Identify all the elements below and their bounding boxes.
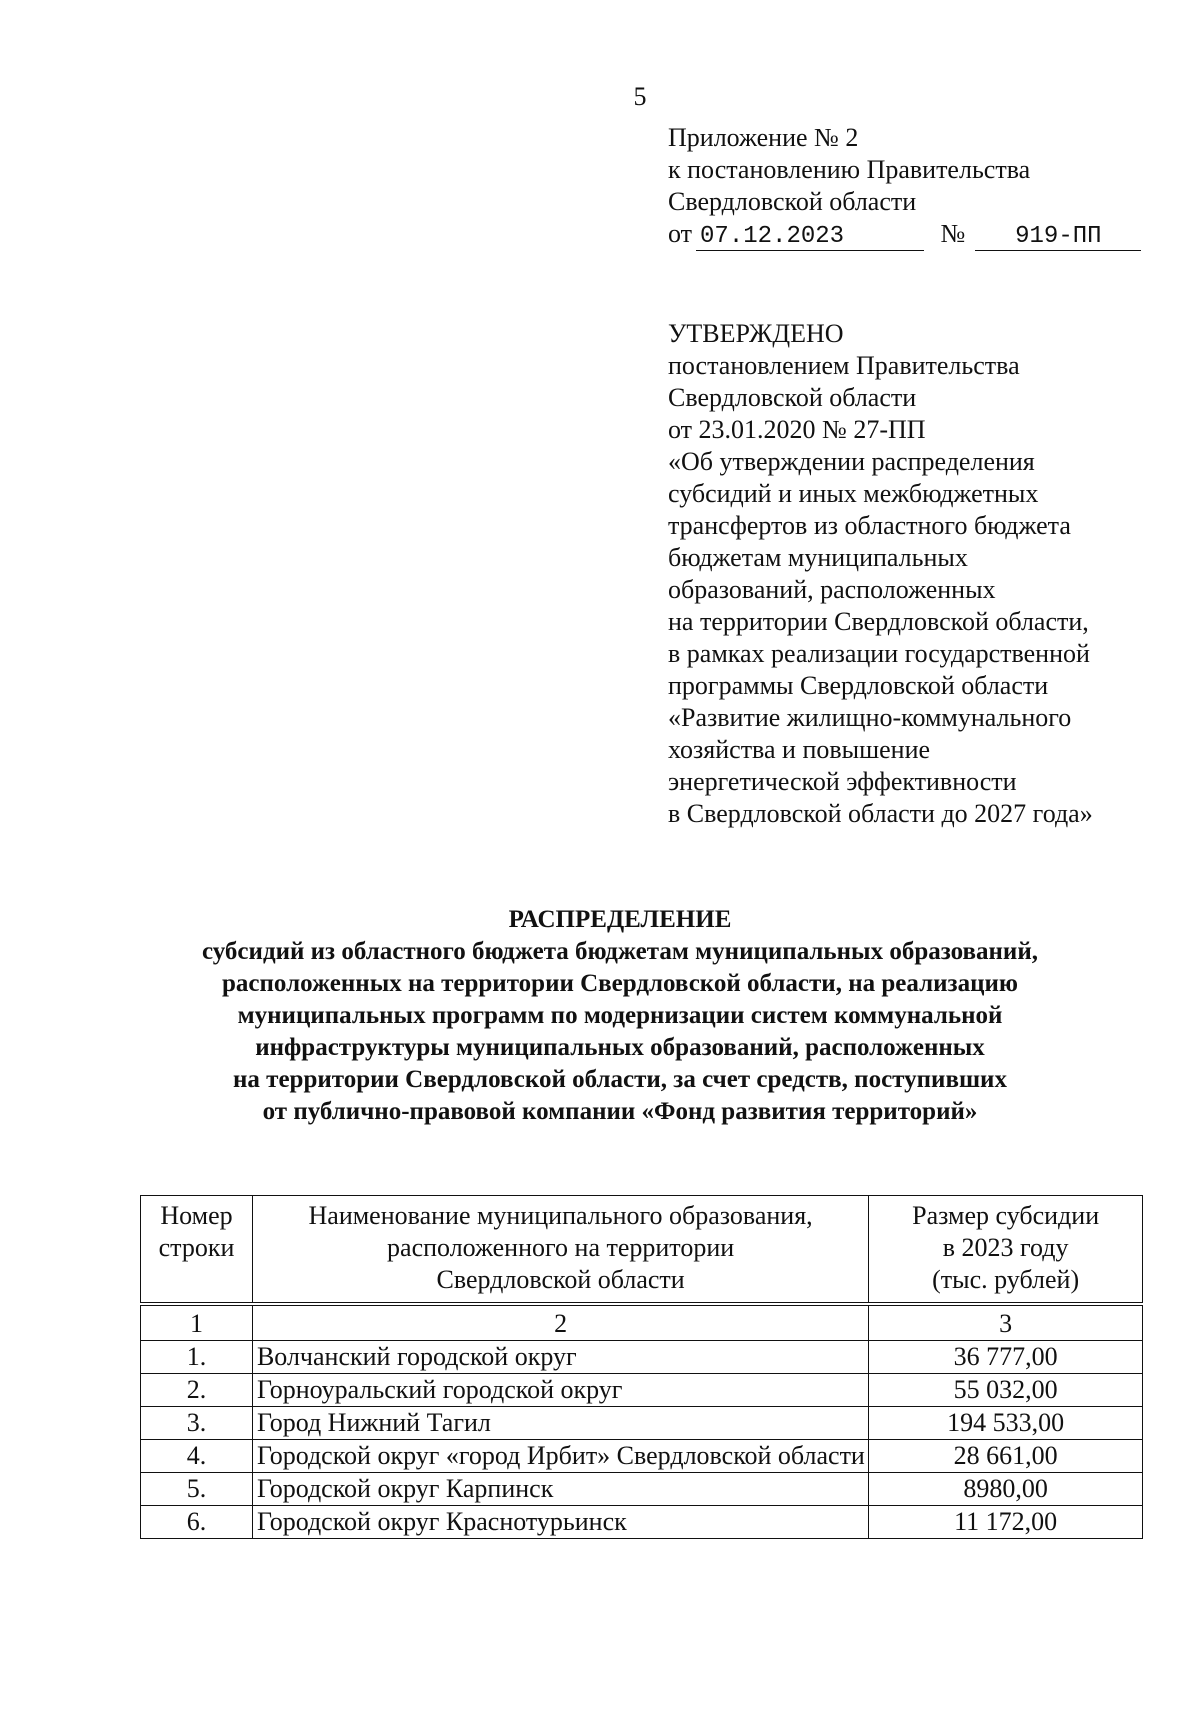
header-text: Номер bbox=[160, 1201, 233, 1230]
row-number: 2. bbox=[141, 1374, 253, 1407]
approved-line: в Свердловской области до 2027 года» bbox=[668, 799, 1093, 828]
approved-line: от 23.01.2020 № 27-ПП bbox=[668, 415, 926, 444]
title-heading: РАСПРЕДЕЛЕНИЕ bbox=[508, 906, 732, 933]
row-number: 1. bbox=[141, 1341, 253, 1374]
header-text: Размер субсидии bbox=[912, 1201, 1100, 1230]
header-text: Свердловской области bbox=[436, 1265, 685, 1294]
header-text: в 2023 году bbox=[942, 1233, 1069, 1262]
subsidy-amount: 194 533,00 bbox=[869, 1407, 1143, 1440]
title-line: расположенных на территории Свердловской области, на реализацию bbox=[222, 970, 1018, 997]
table-row bbox=[141, 1473, 1143, 1506]
distribution-title bbox=[100, 904, 1140, 1128]
approved-line: на территории Свердловской области, bbox=[668, 607, 1089, 636]
subsidy-table bbox=[140, 1195, 1143, 1539]
approved-line: в рамках реализации государственной bbox=[668, 639, 1090, 668]
title-line: инфраструктуры муниципальных образований, расположенных bbox=[255, 1034, 985, 1061]
header-municipality bbox=[252, 1196, 868, 1305]
approved-line: «Об утверждении распределения bbox=[668, 447, 1035, 476]
header-text: Наименование муниципального образования, bbox=[308, 1201, 813, 1230]
appendix-line-3: Свердловской области bbox=[668, 187, 917, 216]
page-number: 5 bbox=[633, 82, 647, 111]
number-label: № bbox=[940, 219, 966, 248]
approved-line: программы Свердловской области bbox=[668, 671, 1049, 700]
approved-heading: УТВЕРЖДЕНО bbox=[668, 319, 844, 348]
approved-line: энергетической эффективности bbox=[668, 767, 1017, 796]
approved-line: образований, расположенных bbox=[668, 575, 996, 604]
municipality-name: Город Нижний Тагил bbox=[252, 1407, 868, 1440]
appendix-line-2: к постановлению Правительства bbox=[668, 155, 1031, 184]
row-number: 4. bbox=[141, 1440, 253, 1473]
resolution-date: 07.12.2023 bbox=[696, 224, 924, 251]
approved-line: хозяйства и повышение bbox=[668, 735, 931, 764]
title-line: муниципальных программ по модернизации систем коммунальной bbox=[237, 1002, 1003, 1029]
header-subsidy-amount bbox=[869, 1196, 1143, 1305]
header-text: расположенного на территории bbox=[387, 1233, 735, 1262]
municipality-name: Городской округ «город Ирбит» Свердловской области bbox=[252, 1440, 868, 1473]
approved-line: постановлением Правительства bbox=[668, 351, 1020, 380]
header-row-number bbox=[141, 1196, 253, 1305]
row-number: 5. bbox=[141, 1473, 253, 1506]
appendix-date-line bbox=[668, 218, 1141, 251]
table-header-row bbox=[141, 1196, 1143, 1305]
title-line: от публично-правовой компании «Фонд развития территорий» bbox=[262, 1098, 978, 1125]
table-row bbox=[141, 1407, 1143, 1440]
column-number-row bbox=[141, 1304, 1143, 1341]
subsidy-amount: 11 172,00 bbox=[869, 1506, 1143, 1539]
table-row bbox=[141, 1440, 1143, 1473]
column-number: 2 bbox=[252, 1304, 868, 1341]
from-label: от bbox=[668, 219, 693, 248]
municipality-name: Волчанский городской округ bbox=[252, 1341, 868, 1374]
subsidy-amount: 55 032,00 bbox=[869, 1374, 1143, 1407]
approved-line: Свердловской области bbox=[668, 383, 917, 412]
table-row bbox=[141, 1374, 1143, 1407]
approved-line: трансфертов из областного бюджета bbox=[668, 511, 1071, 540]
municipality-name: Городской округ Краснотурьинск bbox=[252, 1506, 868, 1539]
header-text: (тыс. рублей) bbox=[932, 1265, 1080, 1294]
column-number: 1 bbox=[141, 1304, 253, 1341]
appendix-block bbox=[668, 122, 1141, 251]
title-line: на территории Свердловской области, за счет средств, поступивших bbox=[233, 1066, 1007, 1093]
municipality-name: Городской округ Карпинск bbox=[252, 1473, 868, 1506]
subsidy-amount: 8980,00 bbox=[869, 1473, 1143, 1506]
subsidy-amount: 28 661,00 bbox=[869, 1440, 1143, 1473]
municipality-name: Горноуральский городской округ bbox=[252, 1374, 868, 1407]
title-line: субсидий из областного бюджета бюджетам муниципальных образований, bbox=[202, 938, 1038, 965]
row-number: 6. bbox=[141, 1506, 253, 1539]
column-number: 3 bbox=[869, 1304, 1143, 1341]
table-row bbox=[141, 1341, 1143, 1374]
approved-line: «Развитие жилищно-коммунального bbox=[668, 703, 1072, 732]
subsidy-amount: 36 777,00 bbox=[869, 1341, 1143, 1374]
approved-block bbox=[668, 318, 1093, 830]
header-text: строки bbox=[158, 1233, 235, 1262]
resolution-number: 919-ПП bbox=[975, 224, 1141, 251]
approved-line: бюджетам муниципальных bbox=[668, 543, 968, 572]
row-number: 3. bbox=[141, 1407, 253, 1440]
table-row bbox=[141, 1506, 1143, 1539]
approved-line: субсидий и иных межбюджетных bbox=[668, 479, 1039, 508]
appendix-title: Приложение № 2 bbox=[668, 123, 859, 152]
